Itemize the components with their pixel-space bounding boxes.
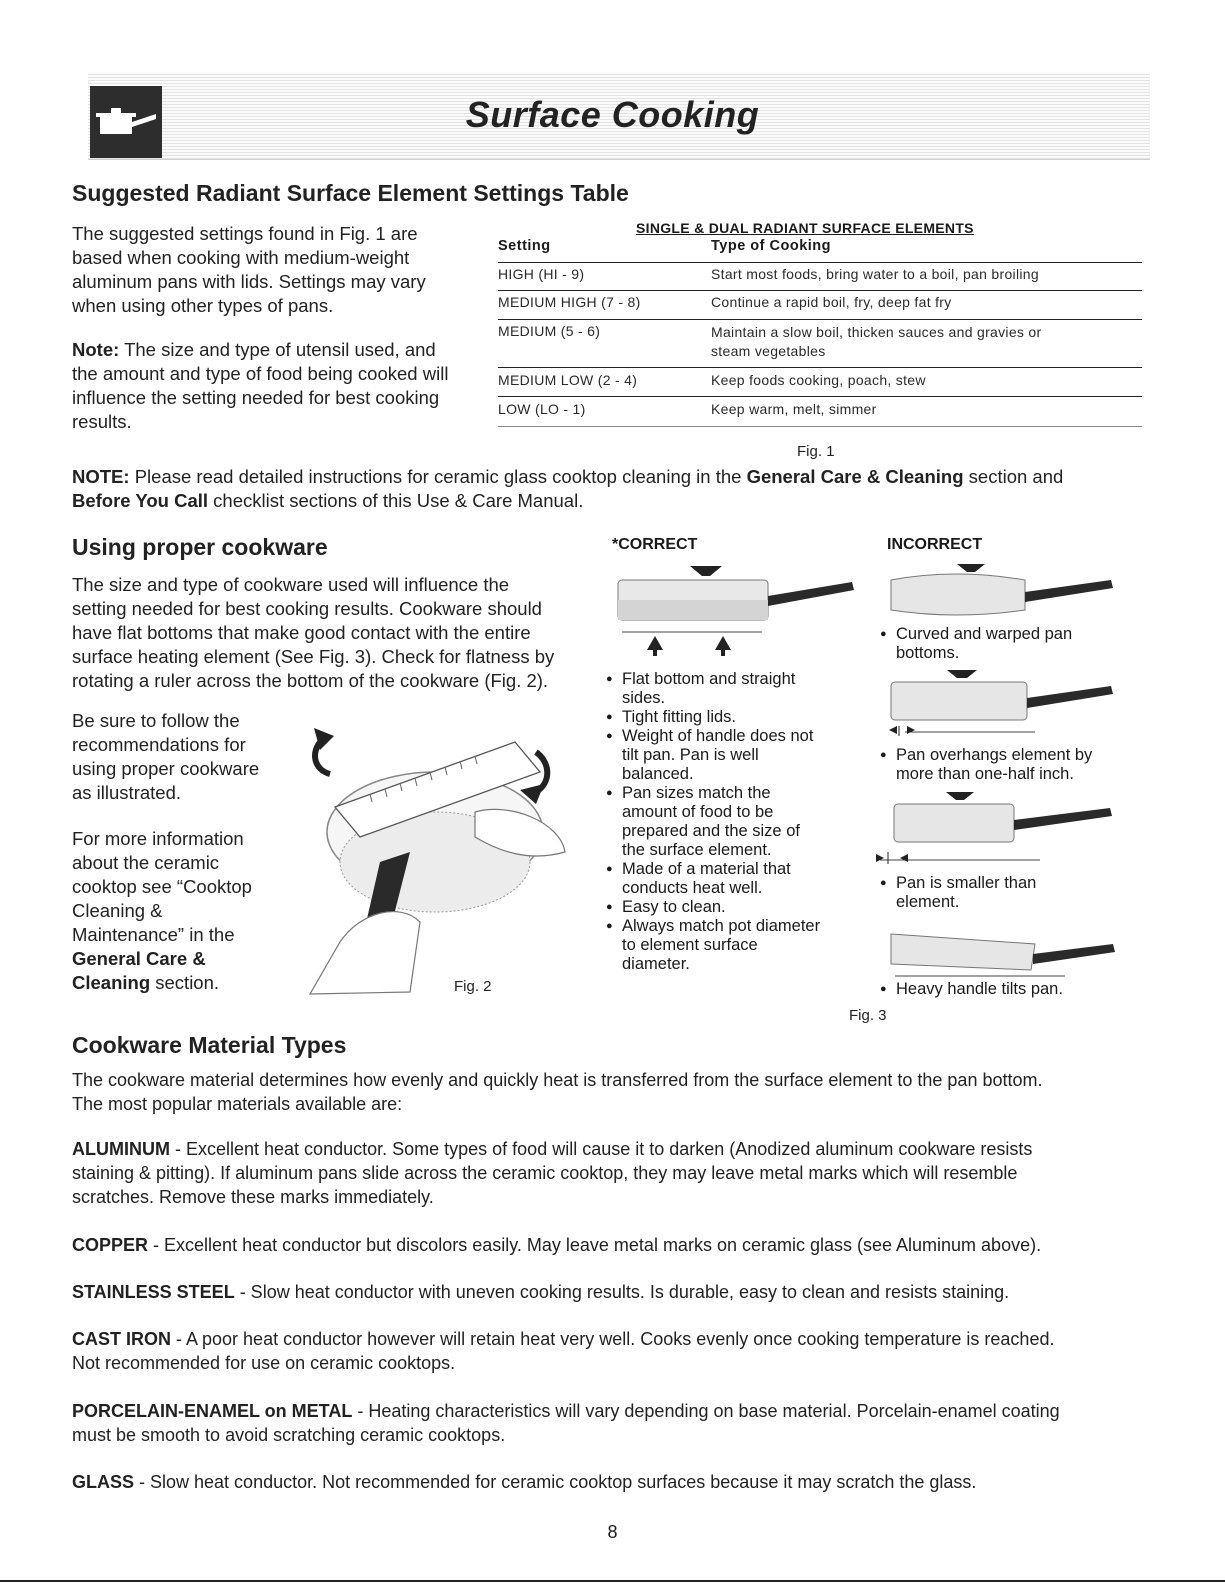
text-span: - A poor heat conductor however will retain heat very well. Cooks evenly once cooking temperature is reached. <box>171 1329 1055 1349</box>
fig3-label: Fig. 3 <box>849 1007 887 1024</box>
list-item <box>880 746 1140 784</box>
material-cast-iron <box>72 1327 1152 1375</box>
materials-section-title: Cookware Material Types <box>72 1032 347 1058</box>
incorrect-bullet-1 <box>880 625 1140 663</box>
material-glass <box>72 1470 1152 1494</box>
text-line: ● Curved and warped pan <box>896 625 1073 643</box>
text-line: The size and type of cookware used will influence the <box>72 574 510 595</box>
text-span: Please read detailed instructions for ceramic glass cooktop cleaning in the <box>129 466 747 487</box>
list-item <box>606 917 866 974</box>
text-line: have flat bottoms that make good contact with the entire <box>72 622 531 643</box>
table-rule <box>498 262 1142 263</box>
text-line: surface heating element (See Fig. 3). Check for flatness by <box>72 646 555 667</box>
text-line: Not recommended for use on ceramic cooktops. <box>72 1353 456 1373</box>
text-line: when using other types of pans. <box>72 295 334 316</box>
list-item <box>606 784 866 860</box>
incorrect-heading: INCORRECT <box>887 536 983 553</box>
table-caption: SINGLE & DUAL RADIANT SURFACE ELEMENTS <box>636 220 974 236</box>
correct-bullet-list <box>606 670 866 974</box>
text-line: aluminum pans with lids. Settings may vary <box>72 271 426 292</box>
table-cell-setting: MEDIUM HIGH (7 - 8) <box>498 294 641 310</box>
text-line: staining & pitting). If aluminum pans slide across the ceramic cooktop, they may leave metal marks which will resemble <box>72 1163 1018 1183</box>
material-name: ALUMINUM <box>72 1139 170 1159</box>
tilted-pan-illustration <box>885 920 1125 978</box>
fig1-label: Fig. 1 <box>797 443 835 460</box>
text-line: tilt pan. Pan is well <box>622 746 759 764</box>
material-aluminum <box>72 1137 1152 1209</box>
link-text: Before You Call <box>72 490 209 511</box>
material-name: GLASS <box>72 1472 135 1492</box>
table-header-type: Type of Cooking <box>711 238 832 254</box>
text-line: ● Easy to clean. <box>622 898 726 916</box>
text-line: Be sure to follow the <box>72 710 240 731</box>
text-line: to element surface <box>622 936 758 954</box>
table-cell-type: Start most foods, bring water to a boil, pan broiling <box>711 266 1039 282</box>
text-line: ● Pan is smaller than <box>896 874 1037 892</box>
text-line: influence the setting needed for best cooking <box>72 387 440 408</box>
text-line: The suggested settings found in Fig. 1 are <box>72 223 418 244</box>
table-cell-type <box>711 323 1041 361</box>
text-span: - Slow heat conductor with uneven cooking results. Is durable, easy to clean and resists staining. <box>234 1282 1010 1302</box>
list-item <box>606 727 866 784</box>
text-line: element. <box>896 893 960 911</box>
text-line: about the ceramic <box>72 852 220 873</box>
text-line: ● Made of a material that <box>622 860 791 878</box>
text-line: more than one-half inch. <box>896 765 1074 783</box>
text-line: Maintain a slow boil, thicken sauces and gravies or <box>711 324 1042 340</box>
text-line: The cookware material determines how evenly and quickly heat is transferred from the surface element to the pan bottom. <box>72 1070 1043 1090</box>
text-line: prepared and the size of <box>622 822 800 840</box>
cookware-para3 <box>72 827 302 995</box>
text-line: bottoms. <box>896 644 960 662</box>
table-cell-type: Continue a rapid boil, fry, deep fat fry <box>711 294 952 310</box>
text-line: ● Flat bottom and straight <box>622 670 796 688</box>
note-label: NOTE: <box>72 466 130 487</box>
fig2-label: Fig. 2 <box>454 978 492 995</box>
correct-pan-illustration <box>612 560 862 660</box>
text-span: - Excellent heat conductor but discolors easily. May leave metal marks on ceramic glass (see Aluminum above). <box>148 1235 1042 1255</box>
table-rule <box>498 426 1142 427</box>
correct-heading: *CORRECT <box>612 536 698 553</box>
link-text: Cleaning <box>72 972 151 993</box>
text-line: amount of food to be <box>622 803 774 821</box>
table-cell-setting: MEDIUM LOW (2 - 4) <box>498 372 638 388</box>
text-line: The most popular materials available are: <box>72 1094 403 1114</box>
settings-intro <box>72 222 472 318</box>
text-line: rotating a ruler across the bottom of the cookware (Fig. 2). <box>72 670 549 691</box>
text-line: ● Tight fitting lids. <box>622 708 737 726</box>
material-name: CAST IRON <box>72 1329 171 1349</box>
incorrect-bullet-2 <box>880 746 1140 784</box>
page-number: 8 <box>607 1522 618 1542</box>
material-name: COPPER <box>72 1235 149 1255</box>
table-cell-setting: MEDIUM (5 - 6) <box>498 323 601 339</box>
material-stainless-steel <box>72 1280 1152 1304</box>
text-line: For more information <box>72 828 244 849</box>
text-line: Maintenance” in the <box>72 924 235 945</box>
link-text: General Care & Cleaning <box>746 466 964 487</box>
text-span: - Heating characteristics will vary depending on base material. Porcelain-enamel coating <box>352 1401 1060 1421</box>
table-cell-type: Keep foods cooking, poach, stew <box>711 372 926 388</box>
text-line: balanced. <box>622 765 694 783</box>
text-line: using proper cookware <box>72 758 260 779</box>
incorrect-bullet-4 <box>880 980 1140 999</box>
text-line: ● Weight of handle does not <box>622 727 814 745</box>
table-rule <box>498 319 1142 320</box>
text-line: diameter. <box>622 955 690 973</box>
material-name: PORCELAIN-ENAMEL on METAL <box>72 1401 353 1421</box>
list-item <box>606 898 866 917</box>
text-span: section and <box>963 466 1064 487</box>
table-header-setting: Setting <box>498 238 551 254</box>
page-title: Surface Cooking <box>465 94 760 135</box>
list-item <box>606 670 866 708</box>
text-line: the amount and type of food being cooked will <box>72 363 449 384</box>
table-cell-setting: HIGH (HI - 9) <box>498 266 585 282</box>
text-line: recommendations for <box>72 734 246 755</box>
small-pan-illustration <box>870 790 1120 866</box>
text-line: ● Always match pot diameter <box>622 917 821 935</box>
text-line: ● Pan sizes match the <box>622 784 771 802</box>
text-span: - Slow heat conductor. Not recommended for ceramic cooktop surfaces because it may scratch the glass. <box>134 1472 977 1492</box>
text-line: scratches. Remove these marks immediately. <box>72 1187 434 1207</box>
list-item <box>880 874 1140 912</box>
material-name: STAINLESS STEEL <box>72 1282 235 1302</box>
link-text: General Care & <box>72 948 206 969</box>
text-line: Cleaning & <box>72 900 163 921</box>
cleaning-note <box>72 465 1162 513</box>
text-line: results. <box>72 411 132 432</box>
table-rule <box>498 396 1142 397</box>
list-item <box>880 980 1140 999</box>
incorrect-bullet-3 <box>880 874 1140 912</box>
text-line: ● Heavy handle tilts pan. <box>896 980 1063 998</box>
text-line: setting needed for best cooking results. Cookware should <box>72 598 542 619</box>
material-porcelain-enamel <box>72 1399 1152 1447</box>
cookware-para1 <box>72 573 592 693</box>
table-rule <box>498 367 1142 368</box>
text-line: as illustrated. <box>72 782 181 803</box>
text-span: - Excellent heat conductor. Some types of food will cause it to darken (Anodized aluminum cookware resists <box>169 1139 1033 1159</box>
text-line: cooktop see “Cooktop <box>72 876 252 897</box>
list-item <box>606 860 866 898</box>
text-span: section. <box>150 972 220 993</box>
materials-intro <box>72 1068 1152 1116</box>
cookware-section-title: Using proper cookware <box>72 534 328 560</box>
text-line: conducts heat well. <box>622 879 763 897</box>
warped-pan-illustration <box>885 560 1125 622</box>
note-label: Note: <box>72 339 120 360</box>
ruler-on-pan-illustration <box>300 712 600 997</box>
text-line: based when cooking with medium-weight <box>72 247 410 268</box>
text-span: checklist sections of this Use & Care Manual. <box>208 490 584 511</box>
bottom-rule <box>0 1580 1225 1582</box>
settings-note <box>72 338 472 434</box>
table-cell-type: Keep warm, melt, simmer <box>711 401 877 417</box>
overhang-pan-illustration <box>885 668 1125 740</box>
settings-section-title: Suggested Radiant Surface Element Settings Table <box>72 180 629 206</box>
list-item <box>880 625 1140 663</box>
cookware-para2 <box>72 709 292 805</box>
material-copper <box>72 1233 1152 1257</box>
table-rule <box>498 290 1142 291</box>
text-line: must be smooth to avoid scratching ceramic cooktops. <box>72 1425 506 1445</box>
list-item <box>606 708 866 727</box>
text-line: sides. <box>622 689 666 707</box>
text-line: steam vegetables <box>711 343 826 359</box>
text-line: the surface element. <box>622 841 772 859</box>
text-line: The size and type of utensil used, and <box>119 339 436 360</box>
text-line: ● Pan overhangs element by <box>896 746 1093 764</box>
table-cell-setting: LOW (LO - 1) <box>498 401 586 417</box>
